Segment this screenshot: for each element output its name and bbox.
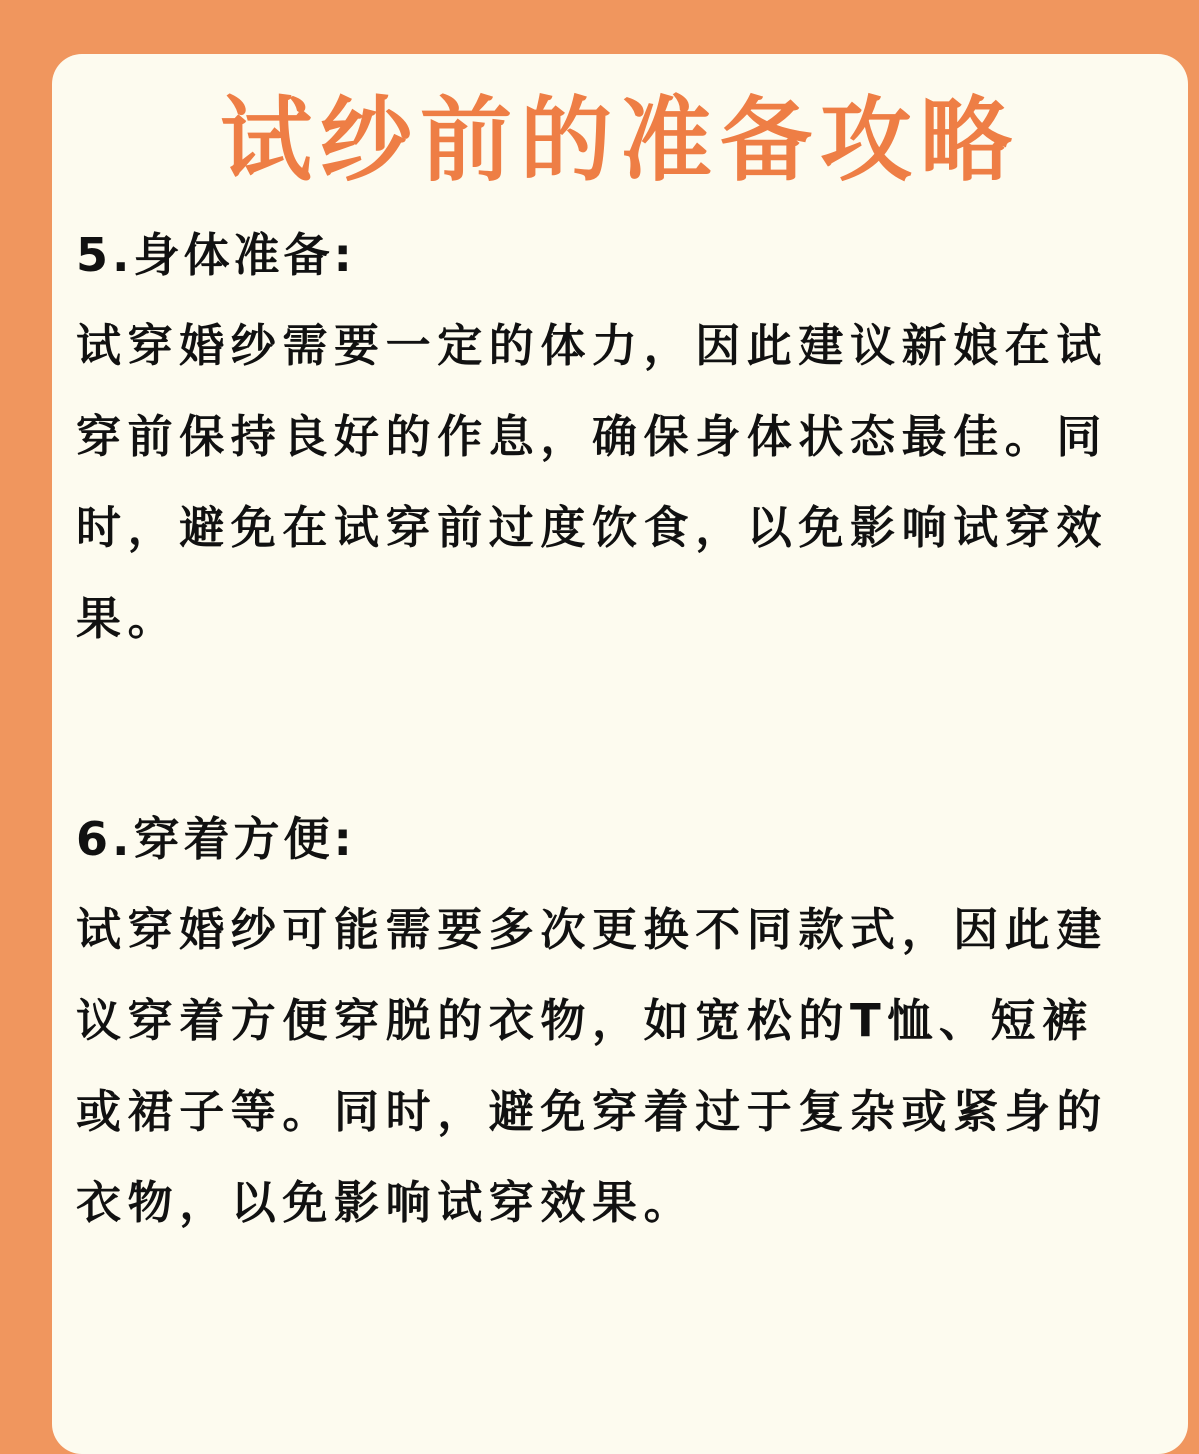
page-title: 试纱前的准备攻略 (219, 87, 1020, 194)
section-heading: 6.穿着方便: (76, 812, 356, 866)
section-text: 试穿婚纱可能需要多次更换不同款式，因此建议穿着方便穿脱的衣物，如宽松的T恤、短裤或裙子等。同时，避免穿着过于复杂或紧身的衣物，以免影响试穿效果。 (76, 903, 1109, 1229)
content-card (52, 54, 1188, 1454)
section-heading: 5.身体准备: (76, 228, 356, 282)
section-convenient-clothing (76, 804, 1188, 1248)
section-body-preparation (76, 220, 1188, 664)
section-text: 试穿婚纱需要一定的体力，因此建议新娘在试穿前保持良好的作息，确保身体状态最佳。同时，避免在试穿前过度饮食，以免影响试穿效果。 (76, 319, 1109, 645)
